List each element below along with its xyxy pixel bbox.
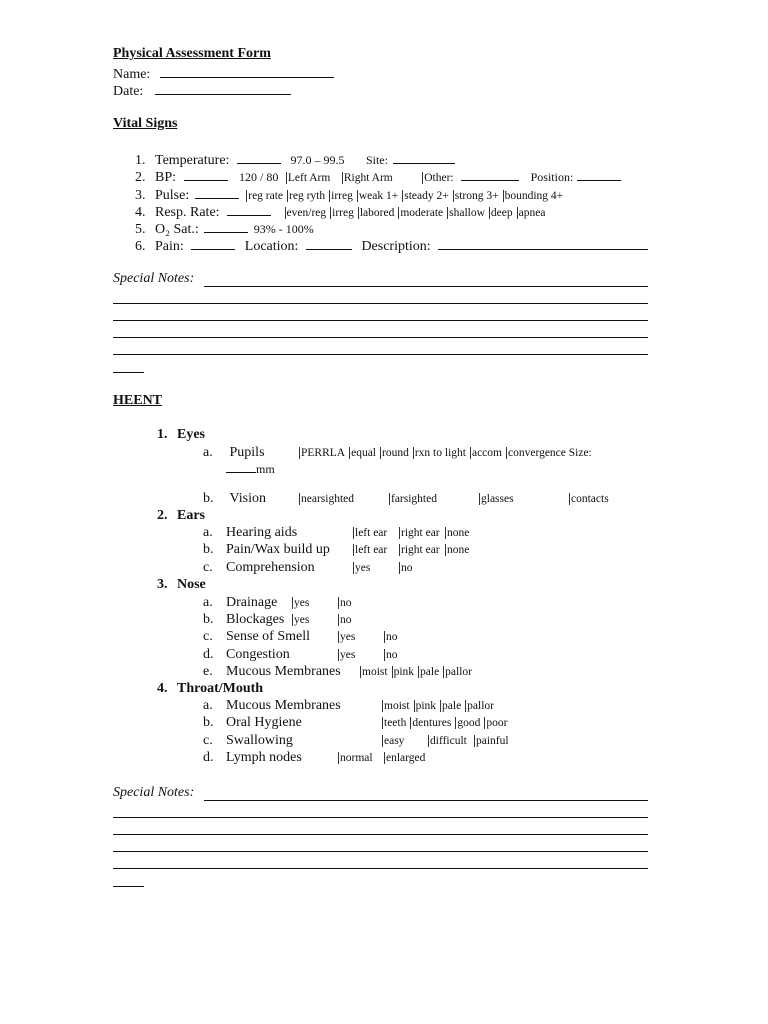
pupils-label: Pupils: [229, 445, 265, 460]
option-checkbox[interactable]: deep: [490, 207, 513, 219]
date-label: Date:: [113, 84, 144, 99]
item-letter: e.: [203, 664, 213, 680]
notes-line[interactable]: [204, 800, 648, 801]
option-checkbox[interactable]: left ear: [353, 527, 395, 539]
item-number: 4.: [135, 205, 146, 220]
item-label: Mucous Membranes: [226, 698, 341, 713]
item-letter: a.: [203, 525, 213, 540]
vital-bp: [135, 167, 621, 186]
notes-line[interactable]: [113, 372, 144, 373]
notes-line[interactable]: [113, 834, 648, 835]
item-letter: b.: [203, 611, 214, 627]
option-checkbox[interactable]: pallor: [467, 700, 494, 712]
pulse-label: Pulse:: [155, 188, 190, 203]
option-checkbox[interactable]: equal: [351, 447, 376, 459]
option-checkbox[interactable]: poor: [486, 717, 508, 730]
pupil-size-field[interactable]: [226, 461, 256, 473]
item-letter: b.: [203, 491, 214, 506]
temperature-field[interactable]: [237, 150, 281, 164]
checklist-row: [203, 715, 511, 731]
option-checkbox[interactable]: reg ryth: [289, 190, 326, 202]
option-checkbox[interactable]: yes: [292, 614, 334, 626]
section-number: 4.: [157, 681, 168, 696]
position-label: Position:: [530, 170, 574, 184]
item-letter: c.: [203, 559, 213, 575]
checklist-row: [203, 750, 430, 766]
option-checkbox[interactable]: pink: [393, 666, 415, 679]
item-letter: d.: [203, 750, 214, 766]
eyes-vision-row: [203, 491, 635, 507]
option-checkbox[interactable]: left ear: [353, 544, 395, 556]
checklist-row: [203, 595, 384, 611]
checklist-row: [203, 525, 491, 541]
checklist-row: [203, 698, 498, 714]
eyes-heading: [157, 427, 205, 443]
checklist-row: [203, 647, 430, 663]
throat-title: Throat/Mouth: [177, 681, 264, 696]
bp-right-arm-option[interactable]: Right Arm: [343, 172, 393, 184]
option-checkbox[interactable]: round: [382, 447, 409, 459]
option-checkbox[interactable]: teeth: [384, 717, 407, 730]
notes-line[interactable]: [113, 817, 648, 818]
temperature-label: Temperature:: [155, 153, 230, 168]
notes-line[interactable]: [113, 303, 648, 304]
pulse-options: [246, 188, 567, 203]
item-label: Congestion: [226, 646, 290, 662]
option-checkbox[interactable]: difficult: [428, 735, 470, 747]
nose-title: Nose: [177, 577, 206, 592]
name-label: Name:: [113, 67, 151, 82]
site-label: Site:: [365, 153, 388, 167]
option-checkbox[interactable]: shallow: [449, 207, 485, 219]
eyes-title: Eyes: [177, 427, 205, 442]
item-letter: b.: [203, 542, 214, 558]
form-title: Physical Assessment Form: [113, 46, 271, 61]
option-checkbox[interactable]: right ear: [401, 544, 440, 557]
item-letter: a.: [203, 594, 213, 610]
section-number: 3.: [157, 577, 168, 592]
description-label: Description:: [361, 239, 431, 254]
item-label: Lymph nodes: [226, 750, 302, 766]
item-number: 5.: [135, 222, 146, 237]
option-checkbox[interactable]: yes: [353, 562, 395, 574]
heent-special-notes-label: Special Notes:: [113, 785, 195, 800]
pain-label: Pain:: [155, 239, 184, 254]
section-number: 2.: [157, 508, 168, 523]
bp-other-field[interactable]: [461, 167, 519, 181]
item-letter: c.: [203, 732, 213, 748]
option-checkbox[interactable]: painful: [474, 735, 516, 747]
date-field[interactable]: [155, 81, 291, 95]
option-checkbox[interactable]: moist: [362, 666, 388, 679]
location-label: Location:: [244, 239, 299, 254]
item-label: Oral Hygiene: [226, 715, 302, 731]
option-checkbox[interactable]: apnea: [518, 207, 546, 219]
option-checkbox[interactable]: good: [457, 717, 481, 730]
ears-title: Ears: [177, 508, 205, 523]
notes-line[interactable]: [113, 354, 648, 355]
pain-field[interactable]: [191, 236, 235, 250]
notes-line[interactable]: [113, 337, 648, 338]
date-row: [113, 81, 291, 100]
item-label: Comprehension: [226, 559, 315, 575]
option-checkbox[interactable]: no: [384, 631, 426, 643]
notes-line[interactable]: [113, 320, 648, 321]
item-number: 3.: [135, 188, 146, 203]
option-checkbox[interactable]: dentures: [412, 717, 452, 730]
item-label: Pain/Wax build up: [226, 542, 330, 558]
item-label: Blockages: [226, 611, 285, 627]
ears-heading: [157, 508, 205, 524]
vital-signs-heading: Vital Signs: [113, 116, 178, 131]
option-checkbox[interactable]: contacts: [569, 493, 631, 505]
item-letter: d.: [203, 646, 214, 662]
option-checkbox[interactable]: bounding 4+: [504, 190, 564, 202]
name-field[interactable]: [160, 64, 334, 78]
option-checkbox[interactable]: irreg: [332, 207, 354, 219]
option-checkbox[interactable]: no: [399, 562, 441, 574]
option-checkbox[interactable]: even/reg: [286, 207, 327, 219]
option-checkbox[interactable]: no: [338, 597, 380, 609]
throat-heading: [157, 681, 263, 697]
item-number: 2.: [135, 170, 146, 185]
item-label: Drainage: [226, 594, 278, 610]
option-checkbox[interactable]: enlarged: [386, 752, 426, 765]
bp-other-option[interactable]: Other:: [424, 172, 454, 184]
item-letter: c.: [203, 629, 213, 645]
option-checkbox[interactable]: strong 3+: [454, 190, 499, 202]
item-label: Sense of Smell: [226, 629, 310, 645]
option-checkbox[interactable]: no: [338, 614, 380, 626]
resp-rate-field[interactable]: [227, 202, 271, 216]
option-checkbox[interactable]: no: [384, 649, 426, 661]
item-number: 6.: [135, 239, 146, 254]
option-checkbox[interactable]: pale: [420, 666, 440, 679]
notes-line[interactable]: [113, 868, 648, 869]
vision-options: [299, 491, 635, 506]
notes-line[interactable]: [113, 851, 648, 852]
option-checkbox[interactable]: PERRLA: [301, 447, 346, 459]
option-checkbox[interactable]: rxn to light: [414, 447, 466, 459]
site-field[interactable]: [393, 150, 455, 164]
item-label: Hearing aids: [226, 525, 298, 540]
item-letter: a.: [203, 698, 213, 713]
section-number: 1.: [157, 427, 168, 442]
pupil-size-unit: mm: [256, 462, 275, 476]
description-field[interactable]: [438, 236, 648, 250]
option-checkbox[interactable]: irreg: [331, 190, 353, 202]
nose-heading: [157, 577, 206, 593]
option-checkbox[interactable]: steady 2+: [404, 190, 449, 202]
option-checkbox[interactable]: pale: [442, 700, 462, 712]
checklist-row: [203, 612, 384, 628]
option-checkbox[interactable]: reg rate: [248, 190, 284, 202]
option-checkbox[interactable]: moist: [384, 700, 410, 712]
checklist-row: [203, 629, 430, 645]
location-field[interactable]: [306, 236, 352, 250]
option-checkbox[interactable]: none: [445, 527, 487, 539]
bp-label: BP:: [155, 170, 177, 185]
option-checkbox[interactable]: pink: [415, 700, 437, 712]
option-checkbox[interactable]: yes: [338, 649, 380, 661]
option-checkbox[interactable]: farsighted: [389, 493, 475, 505]
item-letter: b.: [203, 715, 214, 731]
option-checkbox[interactable]: labored: [359, 207, 395, 219]
checklist-row: [203, 542, 491, 558]
pupils-options: [299, 445, 596, 460]
checklist-row: [203, 664, 476, 680]
o2-sat-range: 93% - 100%: [253, 222, 314, 236]
o2-sat-label: O₂ Sat.:: [155, 222, 199, 237]
checklist-row: [203, 560, 445, 576]
item-letter: a.: [203, 445, 213, 460]
option-checkbox[interactable]: convergence Size:: [507, 447, 592, 459]
option-checkbox[interactable]: nearsighted: [299, 493, 385, 505]
notes-line[interactable]: [204, 286, 648, 287]
option-checkbox[interactable]: none: [445, 544, 487, 556]
resp-rate-label: Resp. Rate:: [155, 205, 220, 220]
pupils-size-row: [226, 461, 275, 477]
eyes-pupils-row: [203, 445, 596, 461]
heent-heading: HEENT: [113, 393, 163, 408]
bp-left-arm-option[interactable]: Left Arm: [287, 172, 331, 184]
option-checkbox[interactable]: yes: [292, 597, 334, 609]
checklist-row: [203, 733, 520, 749]
option-checkbox[interactable]: yes: [338, 631, 380, 643]
item-number: 1.: [135, 153, 146, 168]
option-checkbox[interactable]: glasses: [479, 493, 565, 505]
vital-special-notes-label: Special Notes:: [113, 271, 195, 286]
o2-sat-field[interactable]: [204, 219, 248, 233]
option-checkbox[interactable]: pallor: [445, 666, 472, 679]
option-checkbox[interactable]: accom: [471, 447, 502, 459]
vision-label: Vision: [229, 491, 266, 506]
notes-line[interactable]: [113, 886, 144, 887]
position-field[interactable]: [577, 167, 621, 181]
bp-value: 120 / 80: [239, 170, 279, 184]
option-checkbox[interactable]: moderate: [400, 207, 444, 219]
option-checkbox[interactable]: weak 1+: [358, 190, 399, 202]
resp-rate-options: [285, 205, 550, 220]
bp-field[interactable]: [184, 167, 228, 181]
temperature-range: 97.0 – 99.5: [290, 153, 345, 167]
option-checkbox[interactable]: normal: [338, 752, 380, 764]
pulse-field[interactable]: [195, 185, 239, 199]
item-label: Swallowing: [226, 732, 293, 748]
vital-pain: [135, 236, 648, 255]
item-label: Mucous Membranes: [226, 664, 341, 680]
option-checkbox[interactable]: right ear: [401, 527, 440, 539]
option-checkbox[interactable]: easy: [382, 735, 424, 747]
